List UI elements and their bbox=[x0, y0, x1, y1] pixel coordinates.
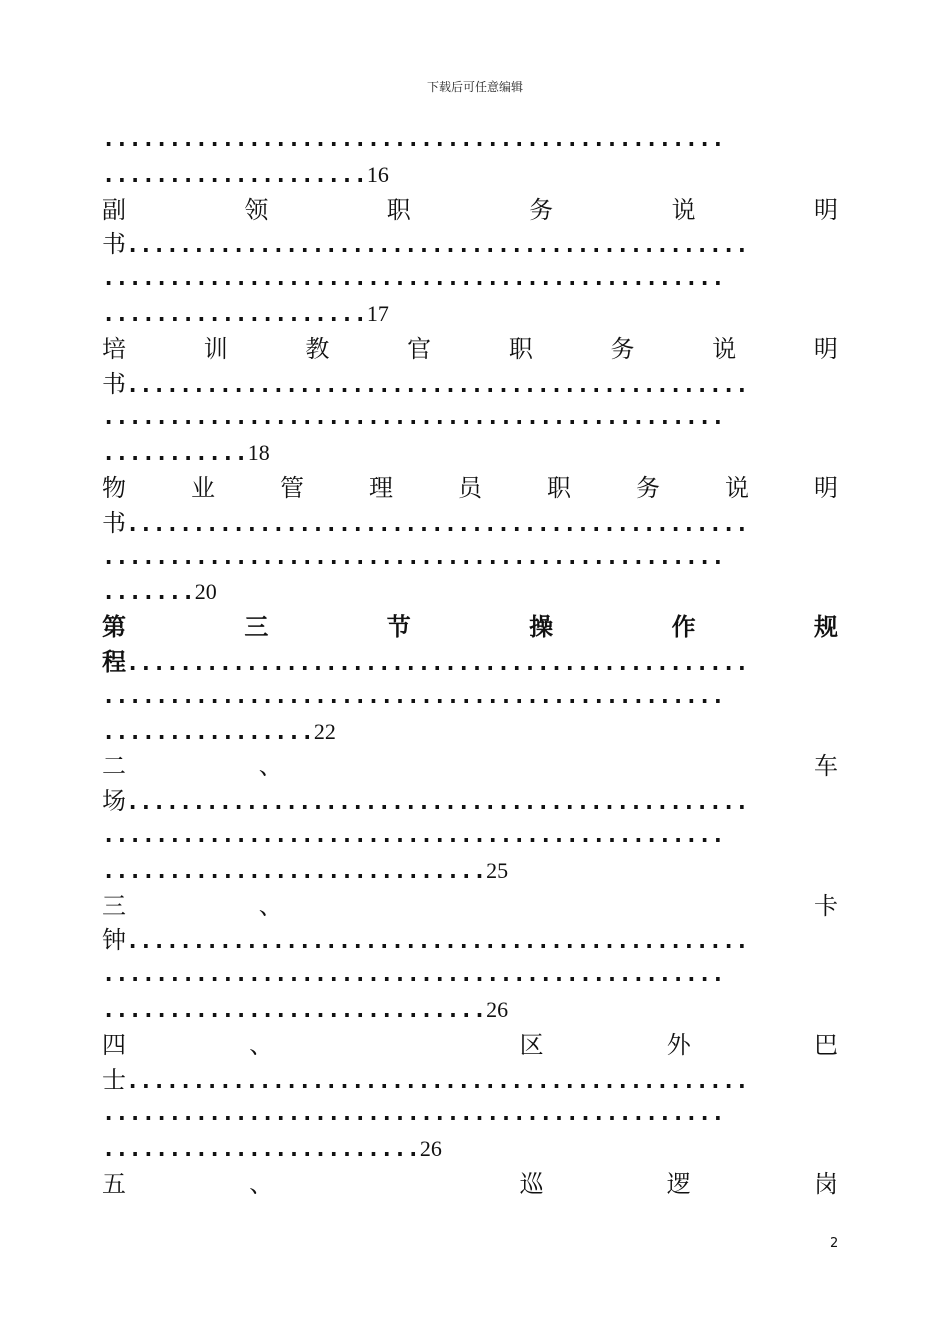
page-header: 下载后可任意编辑 bbox=[426, 80, 523, 94]
toc-entry-title-line[interactable] bbox=[102, 193, 838, 228]
toc-title-char: 务 bbox=[529, 195, 554, 224]
toc-title-char: 书 bbox=[102, 230, 126, 259]
toc-title-char: 明 bbox=[814, 473, 838, 502]
toc-title-char: 钟 bbox=[102, 926, 126, 955]
toc-title-char: 四 bbox=[102, 1030, 126, 1059]
toc-entry-lead-line[interactable] bbox=[102, 1063, 838, 1098]
toc-title-char: 员 bbox=[458, 473, 482, 502]
toc-title-char: 说 bbox=[725, 473, 749, 502]
toc-dots: ............................. bbox=[102, 858, 487, 884]
toc-entry-last-line[interactable] bbox=[102, 715, 838, 750]
toc-title-char: 务 bbox=[610, 334, 635, 363]
toc-entry-last-line[interactable] bbox=[102, 436, 838, 471]
toc-title-char: 场 bbox=[102, 787, 126, 816]
toc-title-char: 职 bbox=[386, 195, 411, 224]
toc-title-char: 教 bbox=[305, 334, 330, 363]
toc-page-number: 25 bbox=[486, 857, 509, 883]
toc-dots-line: ............................................... bbox=[102, 266, 725, 292]
toc-entry-title-line[interactable] bbox=[102, 332, 838, 367]
toc-title-char: 官 bbox=[407, 334, 432, 363]
toc-title-char: 职 bbox=[547, 473, 571, 502]
toc-page-number: 20 bbox=[194, 579, 217, 605]
toc-title-char: 管 bbox=[280, 473, 304, 502]
toc-entry-title-line[interactable] bbox=[102, 610, 838, 645]
toc-dots: ............................. bbox=[102, 997, 487, 1023]
toc-dots-line: ............................................... bbox=[102, 683, 725, 709]
toc-dots: ....... bbox=[102, 580, 195, 606]
toc-dots: ............................................... bbox=[126, 233, 749, 259]
toc-title-char: 程 bbox=[102, 647, 126, 676]
toc-entry-lead-line[interactable] bbox=[102, 506, 838, 541]
toc-entry-title-line[interactable] bbox=[102, 1167, 838, 1202]
toc-title-char: 明 bbox=[813, 334, 838, 363]
toc-title-char: 、 bbox=[258, 752, 283, 781]
toc-title-char: 、 bbox=[249, 1169, 274, 1198]
toc-entry-title-line[interactable] bbox=[102, 471, 838, 506]
toc-entry-title-line[interactable] bbox=[102, 749, 838, 784]
toc-title-char: 士 bbox=[102, 1065, 126, 1094]
table-of-contents bbox=[102, 123, 838, 1202]
toc-title-char: 三 bbox=[244, 613, 269, 642]
toc-title-char: 规 bbox=[813, 613, 838, 642]
toc-title-char: 理 bbox=[369, 473, 393, 502]
toc-entry-title-line[interactable] bbox=[102, 889, 838, 924]
toc-dots: ............................................... bbox=[126, 929, 749, 955]
toc-title-char: 操 bbox=[529, 613, 554, 642]
toc-dots-line: ............................................... bbox=[102, 1101, 725, 1127]
toc-title-char: 领 bbox=[244, 195, 269, 224]
toc-entry-last-line[interactable] bbox=[102, 297, 838, 332]
toc-title-char: 岗 bbox=[813, 1169, 838, 1198]
toc-title-char: 车 bbox=[813, 752, 838, 781]
toc-title-char: 训 bbox=[203, 334, 228, 363]
toc-entry-last-line[interactable] bbox=[102, 993, 838, 1028]
toc-dots: ............................................... bbox=[126, 650, 749, 676]
toc-entry-last-line[interactable] bbox=[102, 854, 838, 889]
toc-page-number: 18 bbox=[247, 440, 270, 466]
toc-title-char: 外 bbox=[666, 1030, 691, 1059]
toc-title-char: 第 bbox=[102, 613, 126, 642]
toc-dots: ............................................... bbox=[126, 1068, 749, 1094]
toc-dots: ........... bbox=[102, 441, 248, 467]
toc-entry-last-line[interactable] bbox=[102, 1132, 838, 1167]
toc-dots: ............................................... bbox=[126, 511, 749, 537]
toc-page-number: 22 bbox=[313, 718, 336, 744]
toc-dots-line: ............................................... bbox=[102, 544, 725, 570]
toc-dots-line: ............................................... bbox=[102, 127, 725, 152]
toc-entry-lead-line[interactable] bbox=[102, 227, 838, 262]
toc-dots: ............................................... bbox=[126, 372, 749, 398]
toc-title-char: 物 bbox=[102, 473, 126, 502]
toc-page-number: 16 bbox=[366, 161, 389, 187]
toc-title-char: 、 bbox=[258, 891, 283, 920]
toc-title-char: 三 bbox=[102, 891, 126, 920]
toc-page-number: 26 bbox=[419, 1136, 442, 1162]
toc-dots: ........................ bbox=[102, 1137, 420, 1163]
toc-title-char: 区 bbox=[519, 1030, 544, 1059]
toc-dots: ............................................... bbox=[126, 790, 749, 816]
toc-title-char: 说 bbox=[671, 195, 696, 224]
toc-title-char: 说 bbox=[712, 334, 737, 363]
toc-title-char: 二 bbox=[102, 752, 126, 781]
toc-title-char: 卡 bbox=[813, 891, 838, 920]
toc-dots: .................... bbox=[102, 301, 367, 327]
toc-title-char: 作 bbox=[671, 613, 696, 642]
toc-dots-line: ............................................... bbox=[102, 822, 725, 848]
toc-title-char: 明 bbox=[813, 195, 838, 224]
toc-title-char: 培 bbox=[102, 334, 126, 363]
page-number: 2 bbox=[830, 1236, 839, 1251]
toc-title-char: 职 bbox=[508, 334, 533, 363]
toc-dots: ................ bbox=[102, 719, 314, 745]
toc-entry-lead-line[interactable] bbox=[102, 367, 838, 402]
toc-title-char: 书 bbox=[102, 508, 126, 537]
toc-page-number: 26 bbox=[486, 996, 509, 1022]
toc-entry-lead-line[interactable] bbox=[102, 645, 838, 680]
toc-dots-line: ............................................... bbox=[102, 962, 725, 988]
toc-dots-line: ............................................... bbox=[102, 405, 725, 431]
toc-entry-last-line[interactable] bbox=[102, 575, 838, 610]
toc-entry-lead-line[interactable] bbox=[102, 784, 838, 819]
toc-entry-lead-line[interactable] bbox=[102, 923, 838, 958]
toc-dots: .................... bbox=[102, 162, 367, 188]
toc-title-char: 五 bbox=[102, 1169, 126, 1198]
toc-title-char: 务 bbox=[636, 473, 660, 502]
toc-title-char: 业 bbox=[191, 473, 215, 502]
toc-title-char: 节 bbox=[386, 613, 411, 642]
toc-entry-last-line[interactable] bbox=[102, 158, 838, 193]
toc-title-char: 巴 bbox=[813, 1030, 838, 1059]
toc-title-char: 逻 bbox=[666, 1169, 691, 1198]
toc-title-char: 副 bbox=[102, 195, 126, 224]
toc-title-char: 、 bbox=[249, 1030, 274, 1059]
toc-title-char: 书 bbox=[102, 369, 126, 398]
toc-entry-title-line[interactable] bbox=[102, 1028, 838, 1063]
toc-title-char: 巡 bbox=[519, 1169, 544, 1198]
toc-page-number: 17 bbox=[366, 300, 389, 326]
